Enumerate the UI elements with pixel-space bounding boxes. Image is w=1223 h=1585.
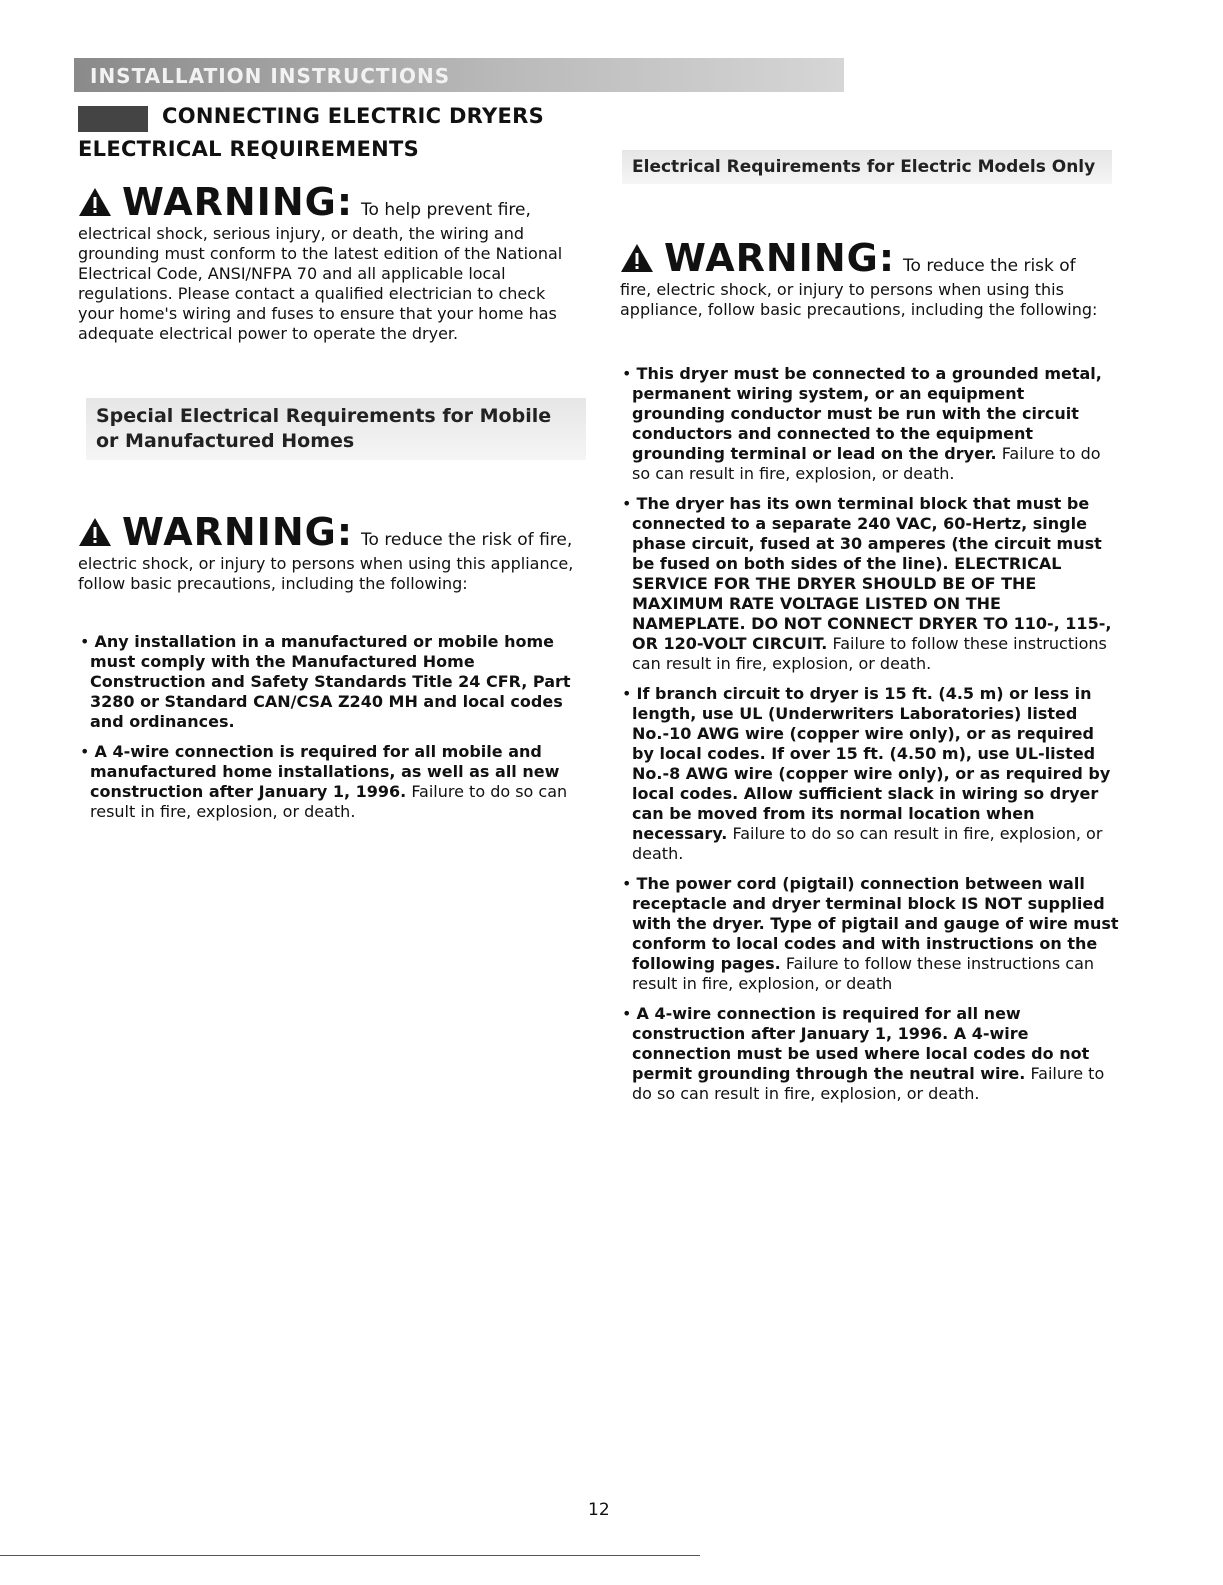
electric-models-heading: Electrical Requirements for Electric Models Only <box>622 150 1112 184</box>
warning-triangle-icon <box>78 517 112 547</box>
list-item: • A 4-wire connection is required for all mobile and manufactured home installations, as well as all new construction after January 1, 1996. Failure to do so can result in fire, explosion, or death. <box>80 742 568 821</box>
warning-lead: To reduce the risk of <box>903 256 1076 276</box>
warning-triangle-icon <box>620 243 654 273</box>
section-marker <box>78 106 148 132</box>
page-number: 12 <box>588 1500 610 1520</box>
warning-text: electric shock, or injury to persons when using this appliance, follow basic precautions, including the following: <box>78 554 574 593</box>
list-item: • This dryer must be connected to a grounded metal, permanent wiring system, or an equipment grounding conductor must be run with the circuit conductors and connected to the equipment grounding terminal or lead on the dryer. Failure to do so can result in fire, explosion, or death. <box>622 364 1102 483</box>
right-warning <box>620 236 1120 320</box>
list-item: • A 4-wire connection is required for all new construction after January 1, 1996. A 4-wire connection must be used where local codes do not permit grounding through the neutral wire. Failure to do so can result in fire, explosion, or death. <box>622 1004 1105 1103</box>
warning-word: WARNING: <box>122 180 354 224</box>
warning-text: electrical shock, serious injury, or death, the wiring and grounding must conform to the latest edition of the National Electrical Code, ANSI/NFPA 70 and all applicable local regulations. Please contact a qualified electrician to check your home's wiring and fuses to ensure that your home has adequate electrical power to operate the dryer. <box>78 224 563 343</box>
bottom-rule <box>0 1555 700 1556</box>
list-item: • The dryer has its own terminal block that must be connected to a separate 240 VAC, 60-Hertz, single phase circuit, fused at 30 amperes (the circuit must be fused on both sides of the line). ELECTRICAL SERVICE FOR THE DRYER SHOULD BE OF THE MAXIMUM RATE VOLTAGE LISTED ON THE NAMEPLATE. DO NOT CONNECT DRYER TO 110-, 115-, OR 120-VOLT CIRCUIT. Failure to follow these instructions can result in fire, explosion, or death. <box>622 494 1112 673</box>
warning-word: WARNING: <box>664 236 896 280</box>
warning-word: WARNING: <box>122 510 354 554</box>
banner-title: INSTALLATION INSTRUCTIONS <box>90 64 451 88</box>
list-item: • Any installation in a manufactured or mobile home must comply with the Manufactured Home Construction and Safety Standards Title 24 CFR, Part 3280 or Standard CAN/CSA Z240 MH and local codes and ordinances. <box>80 632 571 731</box>
warning-text: fire, electric shock, or injury to persons when using this appliance, follow basic precautions, including the following: <box>620 280 1098 319</box>
left-warning-2 <box>78 510 578 594</box>
section-banner <box>74 58 844 92</box>
section-title: CONNECTING ELECTRIC DRYERS <box>162 104 545 128</box>
warning-lead: To reduce the risk of fire, <box>361 530 573 550</box>
left-warning-1 <box>78 180 578 344</box>
left-bullets <box>78 632 578 832</box>
section-subtitle: ELECTRICAL REQUIREMENTS <box>78 137 420 161</box>
warning-triangle-icon <box>78 187 112 217</box>
special-requirements-heading: Special Electrical Requirements for Mobile or Manufactured Homes <box>86 398 586 460</box>
right-bullets <box>620 364 1120 1114</box>
list-item: • The power cord (pigtail) connection between wall receptacle and dryer terminal block IS NOT supplied with the dryer. Type of pigtail and gauge of wire must conform to local codes and with instructions on the following pages. Failure to follow these instructions can result in fire, explosion, or death <box>622 874 1119 993</box>
warning-lead: To help prevent fire, <box>361 200 531 220</box>
list-item: • If branch circuit to dryer is 15 ft. (4.5 m) or less in length, use UL (Underwriters Laboratories) listed No.-10 AWG wire (copper wire only), or as required by local codes. If over 15 ft. (4.50 m), use UL-listed No.-8 AWG wire (copper wire only), or as required by local codes. Allow sufficient slack in wiring so dryer can be moved from its normal location when necessary. Failure to do so can result in fire, explosion, or death. <box>622 684 1111 863</box>
